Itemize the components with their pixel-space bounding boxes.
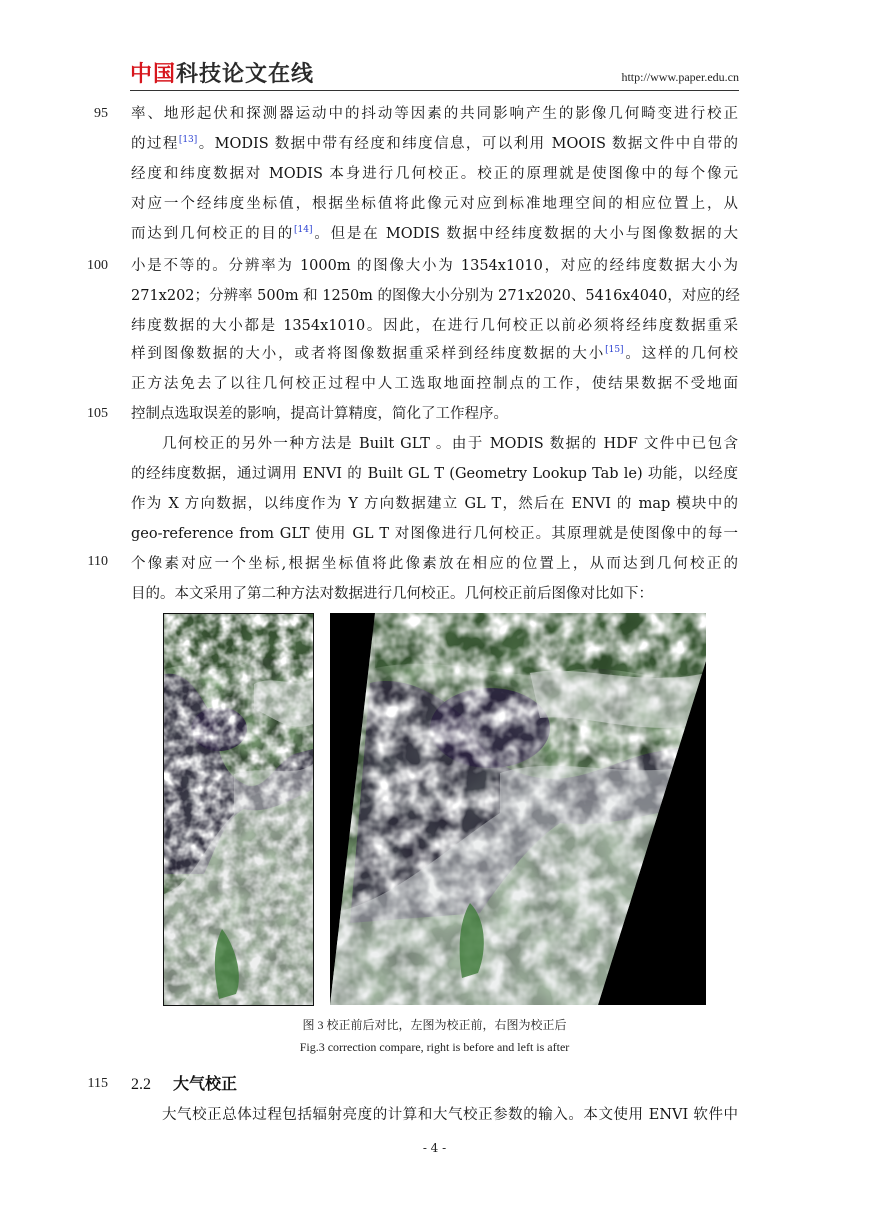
text-line (131, 134, 738, 154)
line-number: 105 (87, 406, 108, 421)
citation-ref[interactable]: [15] (605, 345, 624, 355)
journal-logo (130, 62, 314, 88)
page-number: - 4 - (422, 1141, 447, 1155)
text-line: 对应一个经纬度坐标值，根据坐标值将此像元对应到标准地理空间的相应位置上，从 (131, 196, 738, 212)
text-line: 大气校正总体过程包括辐射亮度的计算和大气校正参数的输入。本文使用 ENVI 软件中 (162, 1107, 738, 1123)
text-line: 纬度数据的大小都是 1354x1010。因此，在进行几何校正以前必须将经纬度数据重采 (131, 318, 738, 334)
text-line: 的经纬度数据，通过调用 ENVI 的 Built GL T (Geometry Lookup Tab le) 功能，以经度 (131, 466, 738, 482)
logo-red-text: 中国 (130, 62, 177, 87)
text-line: 小是不等的。分辨率为 1000m 的图像大小为 1354x1010，对应的经纬度数据大小为 (131, 258, 738, 274)
header-rule (130, 90, 739, 91)
text-line: 控制点选取误差的影响，提高计算精度，简化了工作程序。 (131, 406, 508, 422)
citation-ref[interactable]: [13] (178, 135, 198, 145)
text-segment: 。这样的几何校 (623, 346, 739, 362)
line-number: 100 (87, 258, 108, 273)
line-number: 115 (87, 1076, 108, 1091)
line-number: 110 (87, 554, 108, 569)
text-segment: 。但是在 MODIS 数据中经纬度数据的大小与图像数据的大 (312, 226, 738, 242)
text-line: geo-reference from GLT 使用 GL T 对图像进行几何校正。其原理就是使图像中的每一 (131, 526, 738, 542)
text-line: 几何校正的另外一种方法是 Built GLT 。由于 MODIS 数据的 HDF 文件中已包含 (162, 436, 738, 452)
text-segment: 。MODIS 数据中带有经度和纬度信息，可以利用 MOOIS 数据文件中自带的 (197, 136, 739, 152)
section-title: 大气校正 (173, 1074, 238, 1093)
page-header (130, 62, 739, 88)
figure-caption-en: Fig.3 correction compare, right is before and left is after (299, 1040, 570, 1054)
text-line: 正方法免去了以往几何校正过程中人工选取地面控制点的工作，使结果数据不受地面 (131, 376, 738, 392)
satellite-image-before (163, 613, 314, 1006)
text-line: 率、地形起伏和探测器运动中的抖动等因素的共同影响产生的影像几何畸变进行校正 (131, 106, 738, 122)
section-heading (131, 1073, 237, 1096)
line-number: 95 (94, 106, 108, 121)
text-line: 作为 X 方向数据，以纬度作为 Y 方向数据建立 GL T，然后在 ENVI 的 map 模块中的 (131, 496, 738, 512)
figure-caption-cn: 图 3 校正前后对比，左图为校正前，右图为校正后 (302, 1018, 567, 1032)
text-segment: 而达到几何校正的目的 (131, 226, 295, 242)
text-line: 经度和纬度数据对 MODIS 本身进行几何校正。校正的原理就是使图像中的每个像元 (131, 166, 738, 182)
text-line: 目的。本文采用了第二种方法对数据进行几何校正。几何校正前后图像对比如下： (131, 586, 653, 602)
text-segment: 样到图像数据的大小，或者将图像数据重采样到经纬度数据的大小 (131, 346, 606, 362)
text-line: 271x202；分辨率 500m 和 1250m 的图像大小分别为 271x2020、5416x4040，对应的经 (131, 288, 740, 304)
citation-ref[interactable]: [14] (294, 225, 313, 235)
header-url[interactable]: http://www.paper.edu.cn (621, 70, 739, 84)
section-number: 2.2 (131, 1076, 151, 1093)
text-line (131, 344, 738, 364)
satellite-image-after (330, 613, 706, 1005)
text-line: 个像素对应一个坐标,根据坐标值将此像素放在相应的位置上，从而达到几何校正的 (131, 556, 738, 572)
text-line (131, 224, 738, 244)
text-segment: 的过程 (131, 136, 179, 152)
logo-dark-text: 科技论文在线 (176, 62, 315, 87)
